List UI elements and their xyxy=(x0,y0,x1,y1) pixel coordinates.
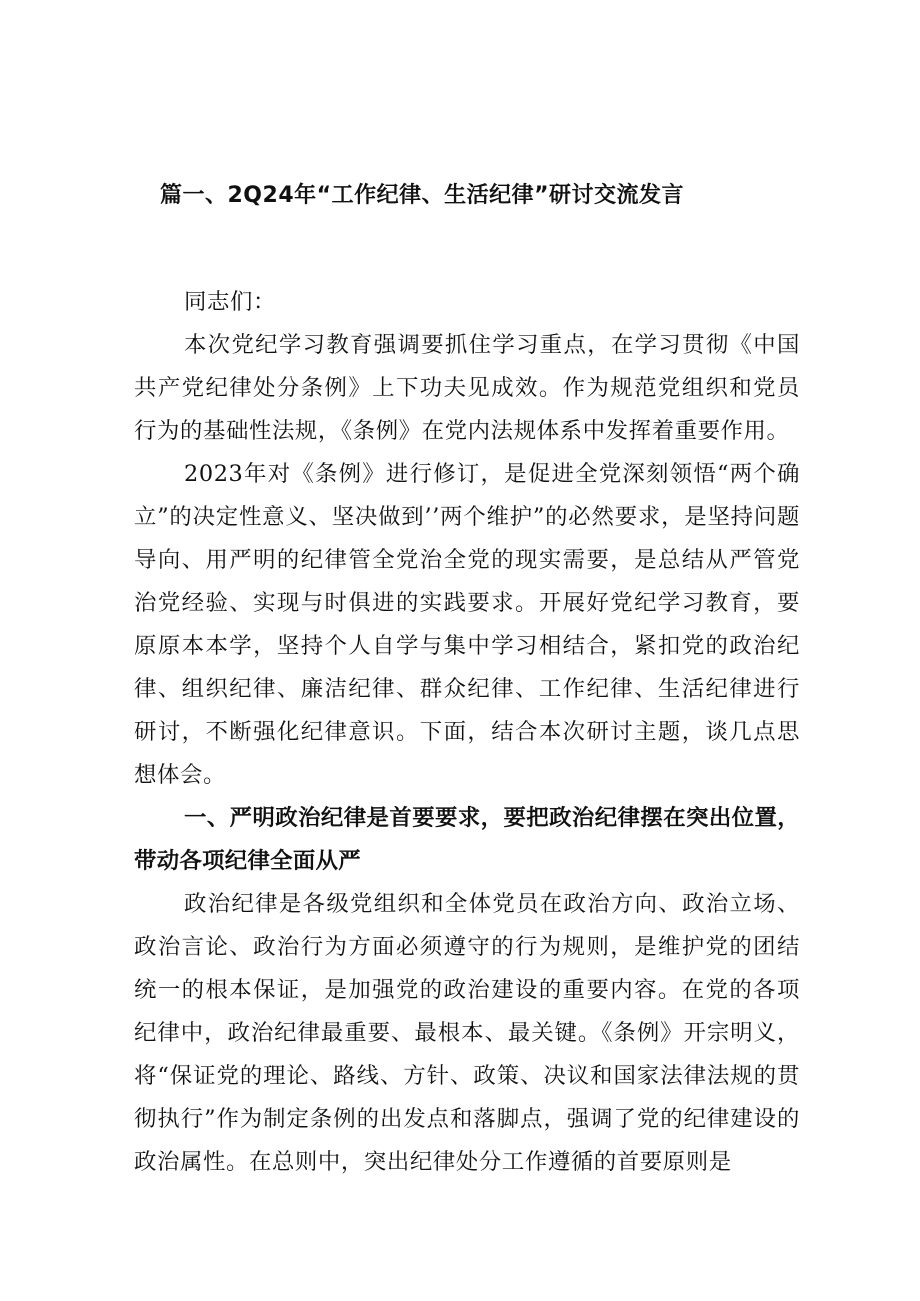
greeting: 同志们： xyxy=(184,289,276,315)
paragraph-revision: 2023年对《条例》进行修订，是促进全党深刻领悟“两个确立”的决定性意义、坚决做到’’两个维护”的必然要求，是坚持问题导向、用严明的纪律管全党治全党的现实需要，是总结从严管党治党经验、实现与时俱进的实践要求。开展好党纪学习教育，要原原本本学，坚持个人自学与集中学习相结合，紧扣党的政治纪律、组织纪律、廉洁纪律、群众纪律、工作纪律、生活纪律进行研讨，不断强化纪律意识。下面，结合本次研讨主题，谈几点思想体会。 xyxy=(134,461,800,788)
section-heading-1: 一、严明政治纪律是首要要求，要把政治纪律摆在突出位置，带动各项纪律全面从严 xyxy=(134,805,800,874)
paragraph-political-discipline: 政治纪律是各级党组织和全体党员在政治方向、政治立场、政治言论、政治行为方面必须遵守的行为规则，是维护党的团结统一的根本保证，是加强党的政治建设的重要内容。在党的各项纪律中，政治纪律最重要、最根本、最关键。《条例》开宗明义，将“保证党的理论、路线、方针、政策、决议和国家法律法规的贯彻执行”作为制定条例的出发点和落脚点，强调了党的纪律建设的政治属性。在总则中，突出纪律处分工作遵循的首要原则是 xyxy=(134,891,800,1175)
paragraph-intro: 本次党纪学习教育强调要抓住学习重点，在学习贯彻《中国共产党纪律处分条例》上下功夫见成效。作为规范党组织和党员行为的基础性法规，《条例》在党内法规体系中发挥着重要作用。 xyxy=(134,332,800,444)
document-title: 篇一、2Q24年“工作纪律、生活纪律”研讨交流发言 xyxy=(160,183,685,208)
document-body xyxy=(134,324,800,1184)
